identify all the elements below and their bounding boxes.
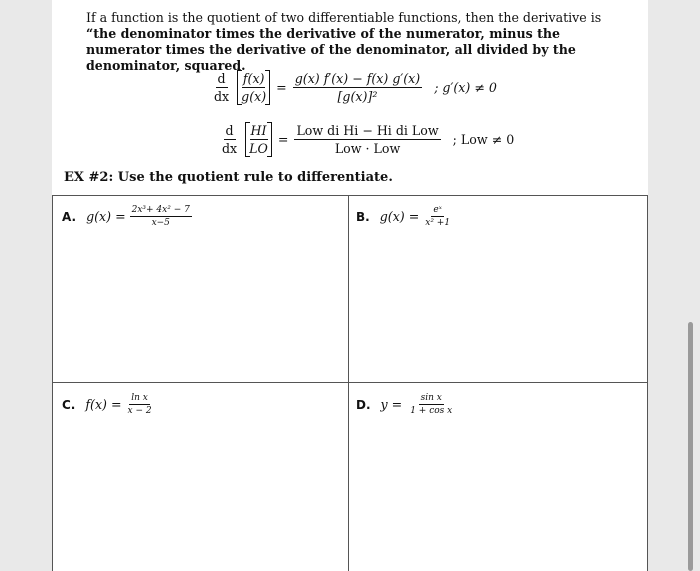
quotient-rule-formula — [212, 70, 497, 105]
lo-di-hi-rhs: $\frac{\text{Low di Hi − Hi di Low}}{\text{Low · Low}}$ — [296, 123, 439, 156]
equals-sign: = — [277, 132, 289, 147]
problem-c: C. f(x) = $\frac{\text{ln x}}{x - 2}$ — [62, 393, 152, 416]
grid-line-right — [647, 195, 648, 571]
grid-line-center — [348, 195, 349, 571]
example-heading: EX #2: Use the quotient rule to differentiate. — [64, 170, 393, 185]
vertical-scrollbar[interactable] — [688, 322, 693, 571]
quotient-rule-rhs: $\frac{g(x) f'(x) - f(x) g'(x)}{\text{[g(x)]²}}$ — [294, 71, 421, 104]
grid-line-left — [52, 195, 53, 571]
lo-di-hi-formula — [220, 122, 514, 157]
equals-sign: = — [276, 80, 287, 95]
hi-lo-bracket: $\frac{HI}{LO}$ — [245, 122, 272, 157]
grid-line-middle — [52, 382, 648, 383]
worksheet-page — [52, 0, 648, 571]
quotient-bracket: $\frac{f(x)}{g(x)}$ — [237, 70, 270, 105]
condition: ; g′(x) ≠ 0 — [434, 80, 497, 95]
grid-line-top — [52, 195, 648, 196]
derivative-operator: $\frac{d}{dx}$ — [222, 123, 238, 156]
problem-b: B. g(x) = $\frac{\text{eˣ}}{\text{x² +1}}$ — [356, 205, 451, 228]
condition: ; Low ≠ 0 — [452, 132, 515, 147]
problem-a: A. g(x) = $\frac{\text{2x³+ 4x² − 7}}{x-5}$ — [62, 205, 190, 228]
problem-d: D. y = $\frac{\text{sin x}}{\text{1 + cos x}}$ — [356, 393, 453, 416]
intro-bold-text: “the denominator times the derivative of the numerator, minus the numerator times the derivative of the denominator, all divided by the denominator, squared. — [86, 26, 576, 73]
intro-paragraph — [86, 10, 626, 74]
derivative-operator: $\frac{d}{dx}$ — [214, 71, 230, 104]
intro-text: If a function is the quotient of two differentiable functions, then the derivative is — [86, 10, 602, 25]
